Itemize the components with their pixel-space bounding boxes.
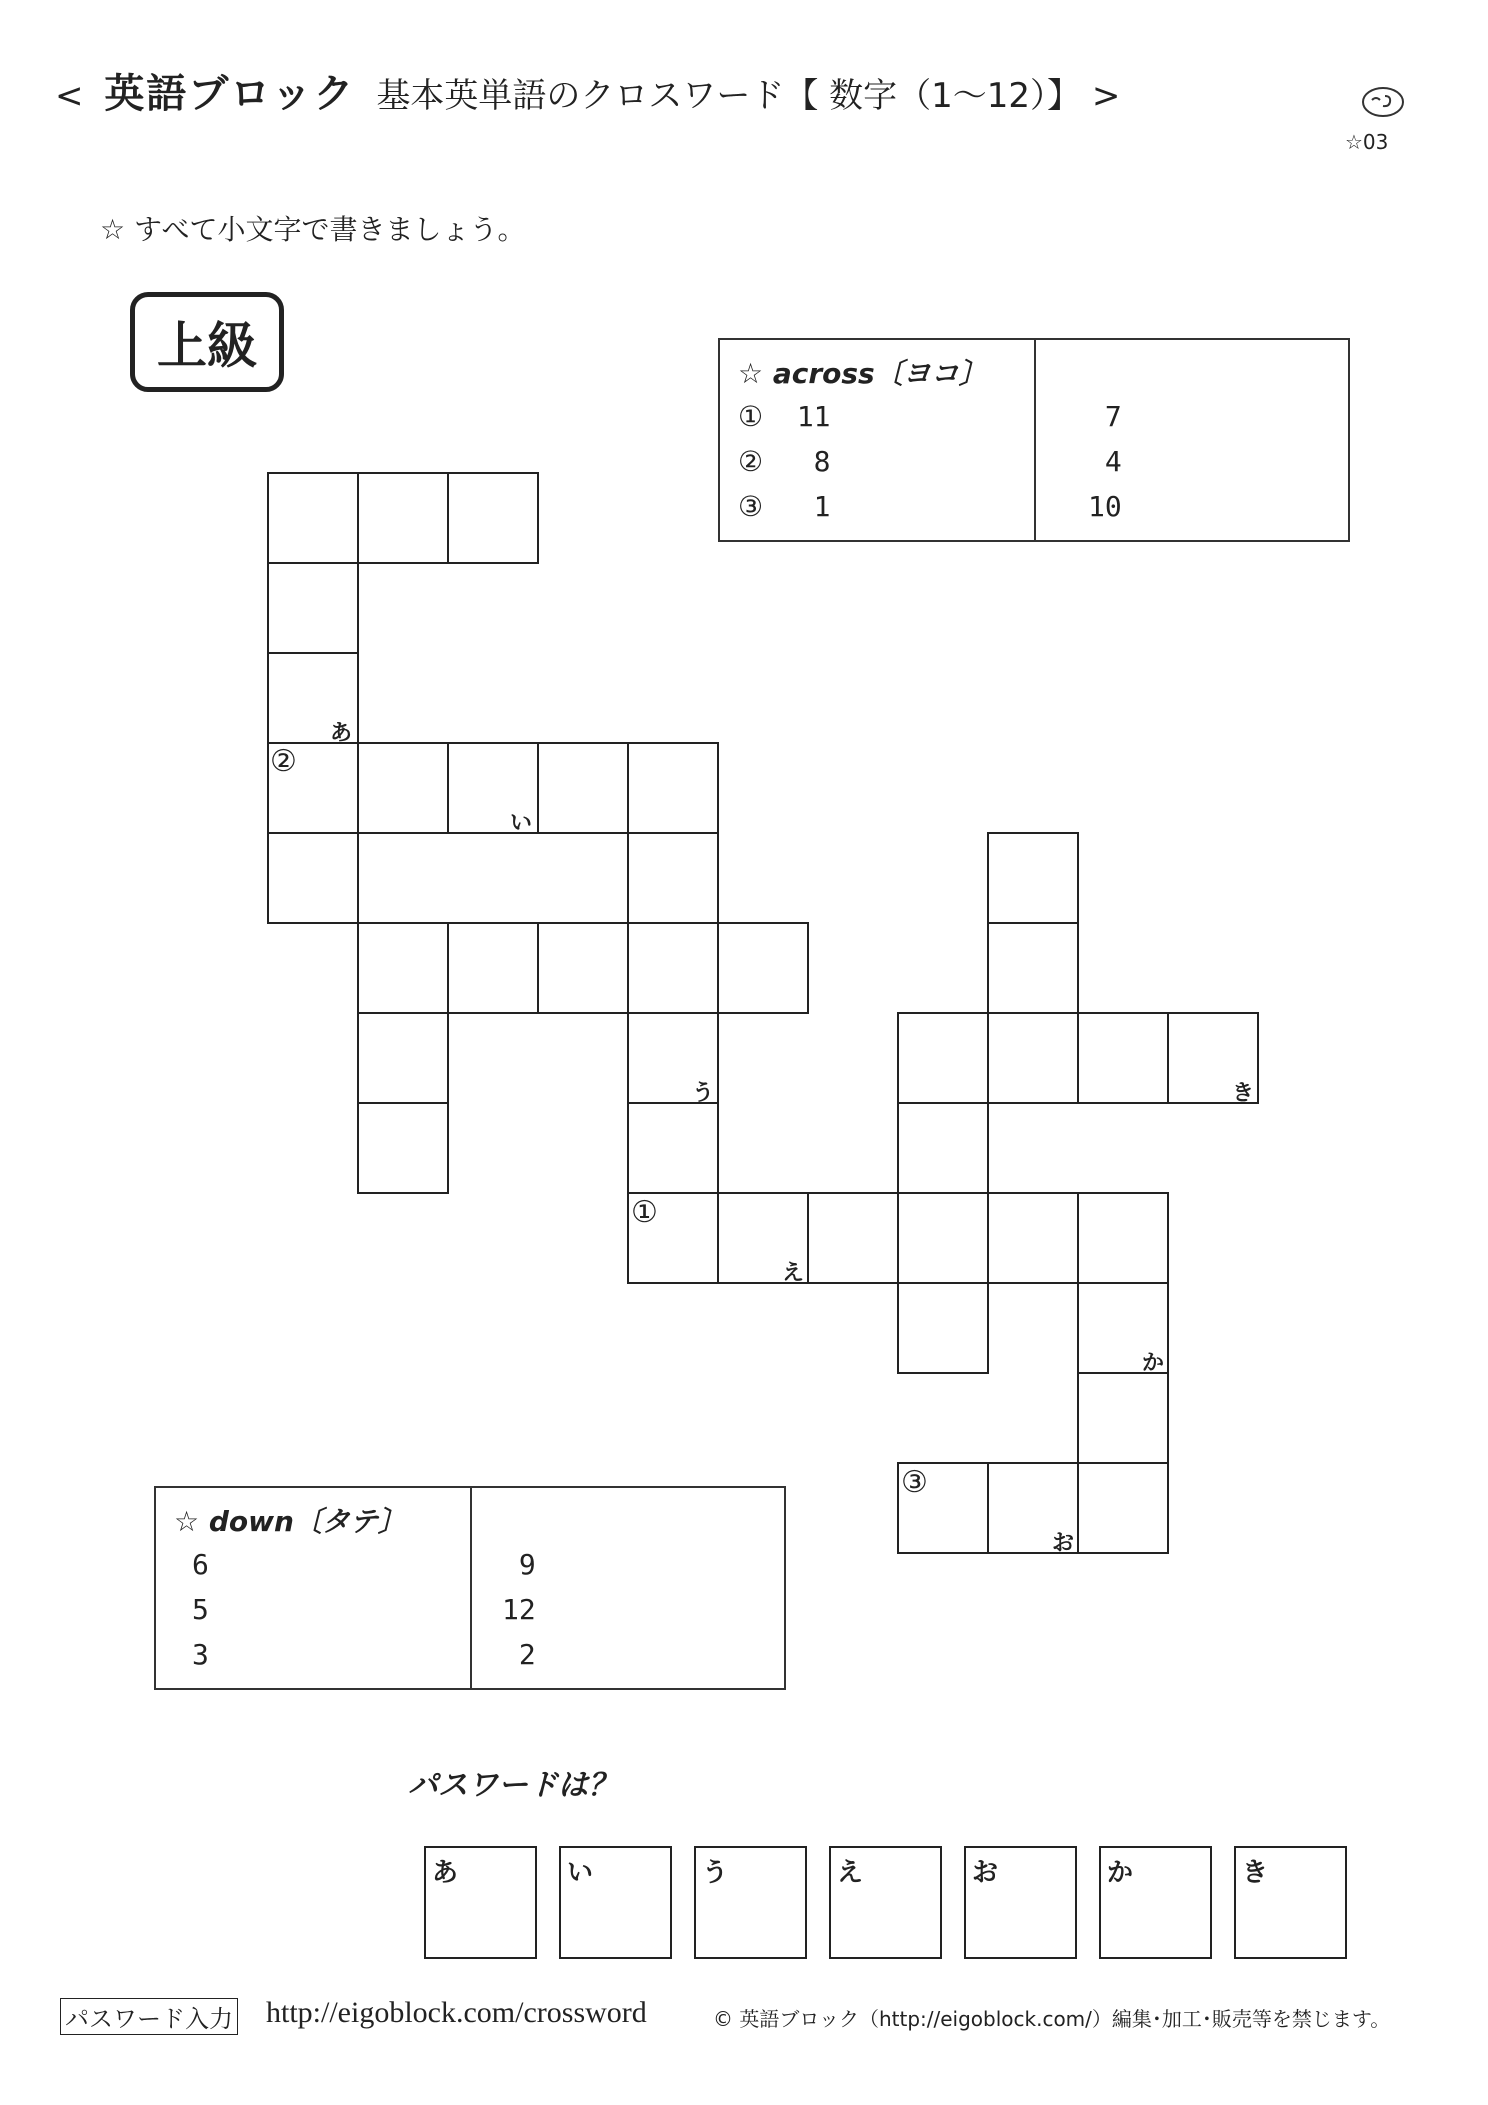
crossword-cell[interactable] — [267, 832, 359, 924]
crossword-cell[interactable] — [447, 922, 539, 1014]
down-clue-2: 5 — [192, 1593, 209, 1626]
down-clue-3: 3 — [192, 1638, 209, 1671]
grid-mark-ki: き — [1232, 1081, 1255, 1106]
crossword-cell[interactable] — [357, 1102, 449, 1194]
crossword-cell[interactable] — [357, 1012, 449, 1104]
password-box-label: う — [702, 1858, 729, 1888]
across-clue-4: 7 — [1088, 400, 1122, 433]
crossword-cell[interactable] — [537, 922, 629, 1014]
crossword-cell[interactable] — [897, 1282, 989, 1374]
copyright-notice: © 英語ブロック（http://eigoblock.com/）編集･加工･販売等を禁じます。 — [713, 2007, 1391, 2031]
clue-number-1: ① — [631, 1195, 658, 1230]
header-open: < — [55, 76, 84, 116]
crossword-cell[interactable] — [447, 472, 539, 564]
crossword-url-link[interactable]: http://eigoblock.com/crossword — [266, 1996, 647, 2029]
page-header — [55, 62, 1120, 119]
crossword-cell[interactable] — [1077, 1192, 1169, 1284]
down-title: ☆ down〔タテ〕 — [174, 1505, 406, 1538]
grid-mark-i: い — [510, 811, 533, 836]
crossword-cell[interactable] — [357, 922, 449, 1014]
crossword-cell[interactable] — [627, 1102, 719, 1194]
worksheet-title: 基本英単語のクロスワード【 数字（1〜12）】 — [376, 76, 1082, 116]
crossword-cell[interactable] — [267, 472, 359, 564]
grid-mark-e: え — [782, 1261, 805, 1286]
crossword-cell[interactable] — [1077, 1012, 1169, 1104]
password-box-label: お — [972, 1858, 999, 1888]
crossword-cell[interactable] — [987, 832, 1079, 924]
password-box-label: え — [837, 1858, 864, 1888]
password-label: パスワードは？ — [408, 1768, 618, 1803]
password-box-i[interactable] — [559, 1846, 672, 1959]
password-box-label: か — [1107, 1858, 1134, 1888]
mascot-icon — [1358, 80, 1408, 120]
password-box-label: い — [567, 1858, 594, 1888]
crossword-cell[interactable] — [537, 742, 629, 834]
clue-number-2: ② — [270, 744, 297, 779]
down-clue-5: 12 — [502, 1593, 536, 1626]
crossword-cell[interactable] — [1077, 1372, 1169, 1464]
crossword-cell[interactable] — [987, 922, 1079, 1014]
password-box-a[interactable] — [424, 1846, 537, 1959]
password-box-e[interactable] — [829, 1846, 942, 1959]
crossword-cell[interactable] — [267, 562, 359, 654]
grid-mark-a: あ — [330, 721, 353, 746]
across-clue-5: 4 — [1088, 445, 1122, 478]
across-clue-1: ① 11 — [738, 400, 831, 433]
crossword-cell[interactable] — [627, 832, 719, 924]
crossword-cell[interactable] — [627, 742, 719, 834]
down-clue-1: 6 — [192, 1548, 209, 1581]
crossword-cell[interactable] — [807, 1192, 899, 1284]
down-clue-6: 2 — [502, 1638, 536, 1671]
password-box-ka[interactable] — [1099, 1846, 1212, 1959]
password-box-o[interactable] — [964, 1846, 1077, 1959]
sheet-number: ☆03 — [1345, 130, 1389, 154]
password-box-ki[interactable] — [1234, 1846, 1347, 1959]
crossword-cell[interactable] — [357, 742, 449, 834]
password-box-u[interactable] — [694, 1846, 807, 1959]
across-title: ☆ across〔ヨコ〕 — [738, 357, 987, 390]
brand-logo: 英語ブロック — [104, 71, 356, 117]
instruction-text: ☆ すべて小文字で書きましょう。 — [100, 213, 526, 246]
crossword-cell[interactable] — [897, 1102, 989, 1194]
crossword-cell[interactable] — [717, 922, 809, 1014]
crossword-cell[interactable] — [897, 1192, 989, 1284]
crossword-cell[interactable] — [357, 472, 449, 564]
across-clue-3: ③ 1 — [738, 490, 831, 523]
grid-mark-o: お — [1052, 1531, 1075, 1556]
crossword-cell[interactable] — [1077, 1462, 1169, 1554]
grid-mark-u: う — [692, 1081, 715, 1106]
down-clue-4: 9 — [502, 1548, 536, 1581]
across-clue-2: ② 8 — [738, 445, 831, 478]
header-close: > — [1091, 76, 1121, 116]
clue-number-3: ③ — [901, 1465, 928, 1500]
password-box-label: き — [1242, 1858, 1269, 1888]
crossword-cell[interactable] — [627, 922, 719, 1014]
across-clue-box — [718, 338, 1350, 542]
password-entry-tag: パスワード入力 — [60, 1998, 238, 2035]
crossword-cell[interactable] — [987, 1192, 1079, 1284]
crossword-cell[interactable] — [987, 1012, 1079, 1104]
grid-mark-ka: か — [1142, 1351, 1165, 1376]
crossword-cell[interactable] — [357, 832, 629, 924]
crossword-cell[interactable] — [897, 1012, 989, 1104]
down-clue-box — [154, 1486, 786, 1690]
password-box-label: あ — [432, 1858, 459, 1888]
across-clue-6: 10 — [1088, 490, 1122, 523]
level-badge: 上級 — [130, 292, 284, 392]
